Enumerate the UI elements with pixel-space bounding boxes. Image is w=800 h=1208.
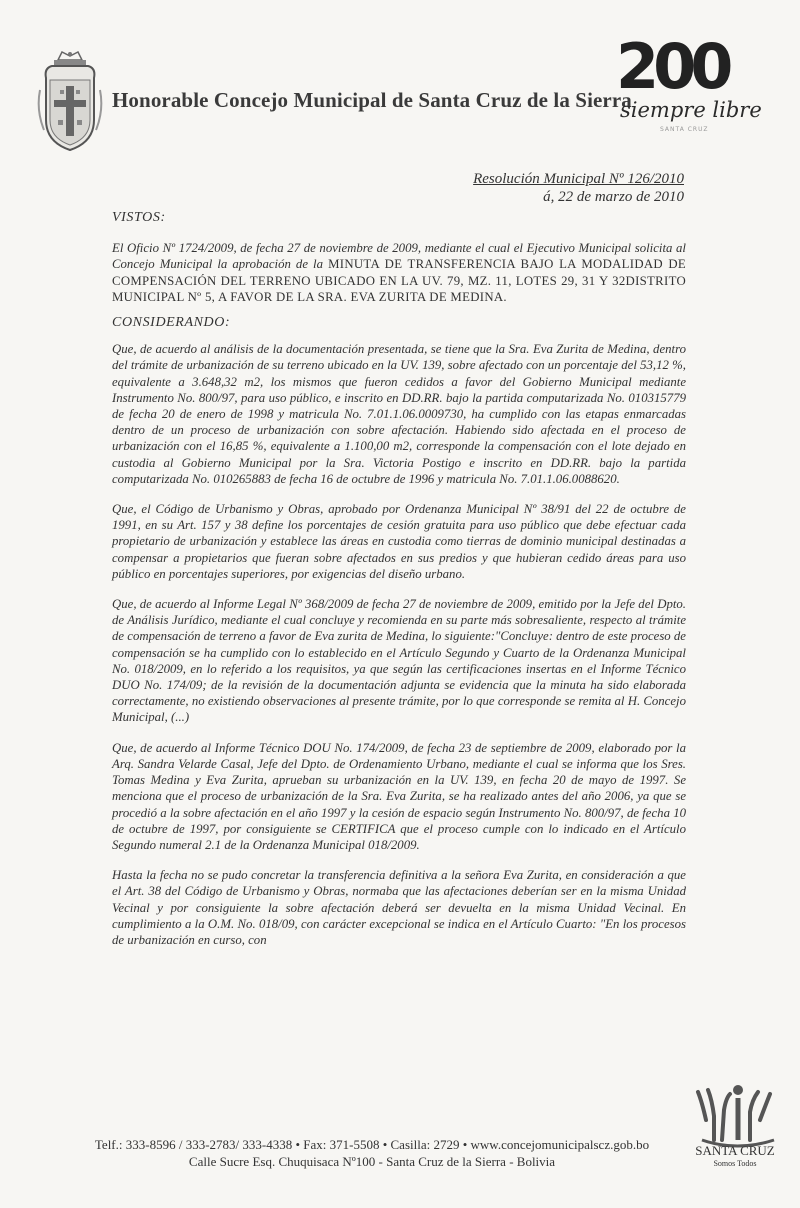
vistos-paragraph (112, 240, 686, 305)
coat-of-arms-icon (36, 50, 104, 154)
vistos-intro: El Oficio Nº 1724/2009, de fecha 27 de noviembre de 2009, mediante el cual el Ejecutivo Municipal solicita al Concejo Municipal la aprobación de la (112, 241, 686, 272)
considerando-paragraph-1: Que, de acuerdo al análisis de la documentación presentada, se tiene que la Sra. Eva Zurita de Medina, dentro del trámite de urbanización de su terreno ubicado en la UV. 139, sobre afectado con un porcentaje del 53,12 %, equivalente a 3.648,32 m2, los mismos que fueron cedidos a favor del Gobierno Municipal mediante Instrumento No. 800/97, para uso público, e inscrito en DD.RR. bajo la partida computarizada No. 010315779 de fecha 20 de enero de 1998 y matricula No. 7.01.1.06.0009730, ha cumplido con las etapas enmarcadas dentro de un proceso de urbanización con sobre afectación. Habiendo sido afectada en el proceso de urbanización con el 16,85 %, equivalente a 1.100,00 m2, corresponde la compensación con el lote dejado en custodia al Gobierno Municipal por la Sra. Victoria Postigo e inscrito en DD.RR. bajo la partida computarizada No. 010265883 de fecha 16 de octubre de 1996 y matricula No. 7.01.1.06.0088620. (112, 342, 686, 486)
considerando-paragraph-5: Hasta la fecha no se pudo concretar la transferencia definitiva a la señora Eva Zurita, en consideración a que el Art. 38 del Código de Urbanismo y Obras, normaba que las afectaciones deberían ser en la misma Unidad Vecinal y por consiguiente la sobre afectación deberá ser devuelta en la misma Unidad Vecinal. En cumplimiento a la O.M. No. 018/09, con carácter excepcional se indica en el Artículo Cuarto: "En los procesos de urbanización en curso, con (112, 868, 686, 947)
footer-phone-line: Telf.: 333-8596 / 333-2783/ 333-4338 • Fax: 371-5508 • Casilla: 2729 • www.concejomunicipalscz.gob.bo (94, 1137, 650, 1152)
santa-cruz-logo-name: SANTA CRUZ (695, 1143, 775, 1158)
council-name: Honorable Concejo Municipal de Santa Cruz de la Sierra (112, 88, 632, 112)
bicentennial-number: 200 (616, 30, 728, 103)
considerando-heading: CONSIDERANDO: (112, 315, 231, 331)
vistos-subject: MINUTA DE TRANSFERENCIA BAJO LA MODALIDAD DE COMPENSACIÓN DEL TERRENO UBICADO EN LA UV. 79, MZ. 11, LOTES 29, 31 Y 32DISTRITO MUNICIPAL Nº 5, A FAVOR DE LA SRA. EVA ZURITA DE MEDINA. (112, 257, 686, 304)
bicentennial-tagline: siempre libre (620, 98, 762, 122)
resolution-date: á, 22 de marzo de 2010 (543, 189, 684, 205)
considerando-paragraph-3: Que, de acuerdo al Informe Legal Nº 368/2009 de fecha 27 de noviembre de 2009, emitido por la Jefe del Dpto. de Análisis Jurídico, mediante el cual concluye y recomienda en su parte más sobresaliente, respecto al trámite de compensación de terreno a favor de Eva zurita de Medina, lo siguiente:"Concluye: dentro de este proceso de compensación se ha cumplido con lo establecido en el Artículo Segundo y Cuarto de la Ordenanza Municipal No. 018/2009, en lo referido a los requisitos, ya que según las certificaciones insertas en el Informe Técnico DUO No. 174/09; de la revisión de la documentación adjunta se evidencia que la minuta ha sido elaborada correctamente, no existiendo observaciones al presente trámite, por lo que corresponde se remita al H. Concejo Municipal, (...) (112, 597, 686, 725)
considerando-paragraph-4: Que, de acuerdo al Informe Técnico DOU No. 174/2009, de fecha 23 de septiembre de 2009, elaborado por la Arq. Sandra Velarde Casal, Jefe del Dpto. de Ordenamiento Urbano, mediante el cual se informa que los Sres. Tomas Medina y Eva Zurita, aprueban su urbanización en la UV. 139, en fecha 20 de mayo de 1997. Se menciona que el proceso de urbanización de la Sra. Eva Zurita, se ha realizado antes del año 2006, ya que se procedió a la sobre afectación en el año 1997 y la cesión de espacio según Instrumento No. 800/97, de fecha 10 de octubre de 1997, por consiguiente se CERTIFICA que el proceso cumple con lo indicado en el Artículo Segundo numeral 2.1 de la Ordenanza Municipal 018/2009. (112, 740, 686, 852)
santa-cruz-logo-slogan: Somos Todos (713, 1159, 757, 1168)
document-body (112, 210, 686, 962)
footer-address-line: Calle Sucre Esq. Chuquisaca Nº100 - Santa Cruz de la Sierra - Bolivia (188, 1154, 556, 1169)
resolution-number: Resolución Municipal Nº 126/2010 (473, 171, 684, 187)
bicentennial-logo (616, 30, 776, 140)
resolution-block (473, 170, 684, 206)
vistos-heading: VISTOS: (112, 210, 166, 225)
footer-contact (52, 1136, 692, 1170)
bicentennial-city: SANTA CRUZ (660, 126, 709, 133)
considerando-paragraph-2: Que, el Código de Urbanismo y Obras, aprobado por Ordenanza Municipal Nº 38/91 del 22 de octubre de 1991, en su Art. 157 y 38 define los porcentajes de cesión gratuita para uso público que debe efectuar cada propietario de urbanización y establece las áreas en custodia como tierras de dominio municipal destinadas a compensar a propietarios que fueran sobre afectados en sus predios y que hubieran cedido áreas para uso público en porcentajes superiores, por exigencias del diseño urbano. (112, 502, 686, 581)
